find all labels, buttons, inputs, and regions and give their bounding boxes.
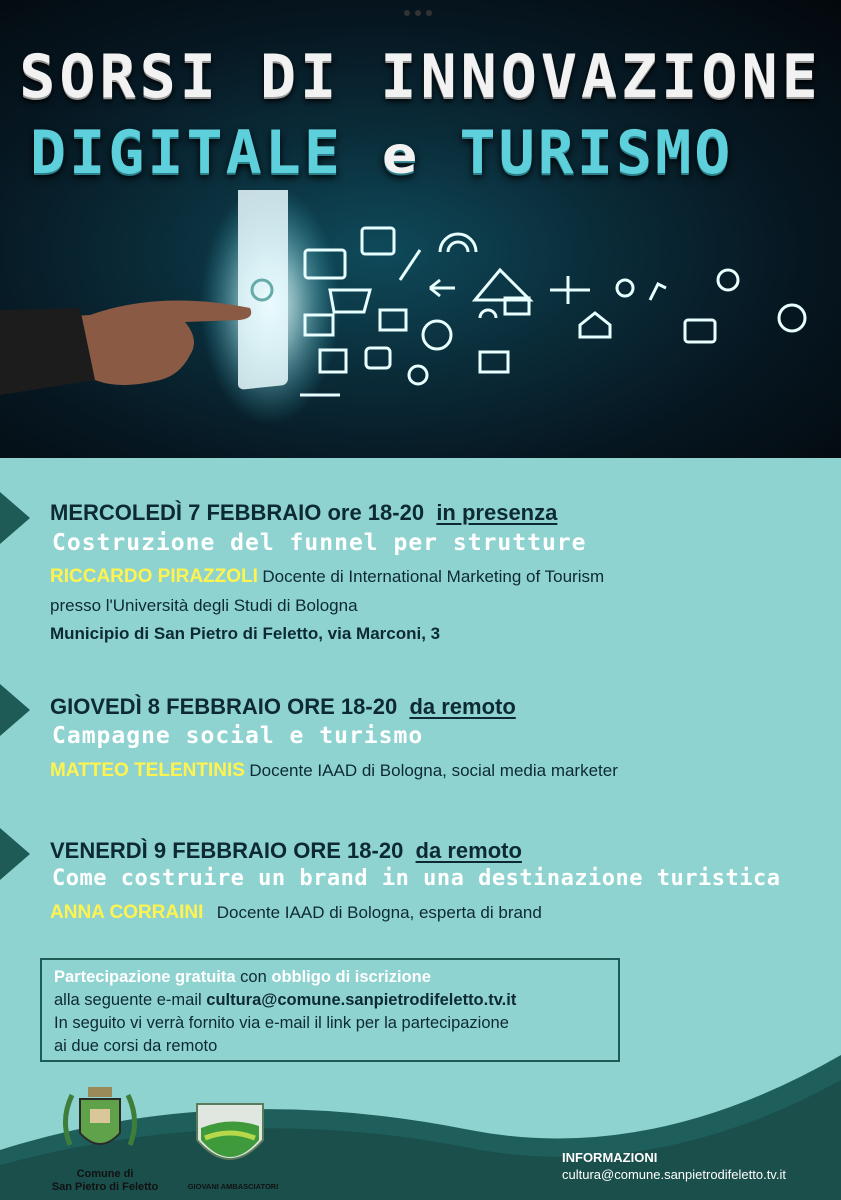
event-2-role: Docente IAAD di Bologna, social media marketer <box>249 761 618 780</box>
event-3-speaker-line <box>50 902 542 924</box>
plate-icon <box>423 321 451 349</box>
airplane-icon <box>550 276 590 304</box>
headphones-icon <box>480 310 496 318</box>
title-digitale: DIGITALE <box>30 118 343 188</box>
event-3-arrow <box>0 828 30 880</box>
participation-line-1: Partecipazione gratuita con obbligo di iscrizione <box>54 968 431 986</box>
event-2-speaker-line <box>50 760 618 782</box>
event-1-mode: in presenza <box>436 500 558 525</box>
event-1-date: MERCOLEDÌ 7 FEBBRAIO ore 18-20 in presenza <box>50 500 558 525</box>
music-note-icon <box>650 284 666 300</box>
glowing-screen <box>238 190 288 390</box>
title-line-2 <box>30 118 733 188</box>
title-turismo: TURISMO <box>459 118 734 188</box>
hanger-icon <box>475 270 530 300</box>
giovani-ambasciatori-logo <box>195 1098 265 1178</box>
crown-icon <box>88 1087 112 1097</box>
arrow-icon <box>430 280 455 296</box>
event-3-date: VENERDÌ 9 FEBBRAIO ORE 18-20 da remoto <box>50 838 522 863</box>
digital-icons-illustration <box>0 190 841 458</box>
info-email-link[interactable]: cultura@comune.sanpietrodifeletto.tv.it <box>562 1167 786 1182</box>
event-2-speaker: MATTEO TELENTINIS <box>50 760 245 781</box>
refresh-icon <box>718 270 738 290</box>
participation-free: Partecipazione gratuita <box>54 968 236 986</box>
ambasciatori-logo-text: GIOVANI AMBASCIATORI <box>187 1182 279 1191</box>
event-3-topic: Come costruire un brand in una destinazione turistica <box>52 866 781 891</box>
camera-icon <box>685 320 715 342</box>
clock-icon <box>779 305 805 331</box>
event-2-arrow <box>0 684 30 736</box>
event-2-topic: Campagne social e turismo <box>52 723 424 749</box>
pen-icon <box>400 250 420 280</box>
event-1-arrow <box>0 492 30 544</box>
event-3-speaker: ANNA CORRAINI <box>50 902 204 923</box>
event-1-address: Municipio di San Pietro di Feletto, via Marconi, 3 <box>50 624 441 643</box>
participation-line-4: ai due corsi da remoto <box>54 1037 218 1055</box>
icon-cloud <box>300 228 805 395</box>
participation-obligation: obbligo di iscrizione <box>271 968 431 986</box>
comune-crest-logo <box>60 1085 140 1165</box>
sleeve <box>0 308 95 395</box>
comune-logo-text: Comune di San Pietro di Feletto <box>51 1168 159 1193</box>
page-indicator-dots <box>404 10 438 18</box>
event-3-mode: da remoto <box>415 838 522 863</box>
lock-icon <box>366 348 390 368</box>
calculator-icon <box>362 228 394 254</box>
event-1-speaker-line <box>50 566 604 588</box>
event-2-mode: da remoto <box>409 694 516 719</box>
participation-line-3: In seguito vi verrà fornito via e-mail il link per la partecipazione <box>54 1014 509 1032</box>
event-2-date: GIOVEDÌ 8 FEBBRAIO ORE 18-20 da remoto <box>50 694 516 719</box>
title-e: e <box>382 126 421 186</box>
event-1-speaker: RICCARDO PIRAZZOLI <box>50 566 258 587</box>
briefcase-icon <box>380 310 406 330</box>
participation-line-2: alla seguente e-mail cultura@comune.sanpietrodifeletto.tv.it <box>54 991 517 1009</box>
info-heading: INFORMAZIONI <box>562 1150 658 1165</box>
event-1-role: Docente di International Marketing of Tourism <box>262 567 605 586</box>
event-1-topic: Costruzione del funnel per strutture <box>52 530 587 556</box>
title-line-1: SORSI DI INNOVAZIONE <box>19 42 822 112</box>
event-3-role: Docente IAAD di Bologna, esperta di brand <box>216 903 542 922</box>
event-1-role-line2: presso l'Università degli Studi di Bologna <box>50 596 358 615</box>
hero-banner <box>0 0 841 458</box>
participation-info-box <box>40 958 620 1062</box>
bag-icon <box>480 352 508 372</box>
search-icon <box>617 280 633 296</box>
participation-email-link[interactable]: cultura@comune.sanpietrodifeletto.tv.it <box>206 991 517 1009</box>
home-icon <box>580 313 610 337</box>
gear-icon <box>409 366 427 384</box>
